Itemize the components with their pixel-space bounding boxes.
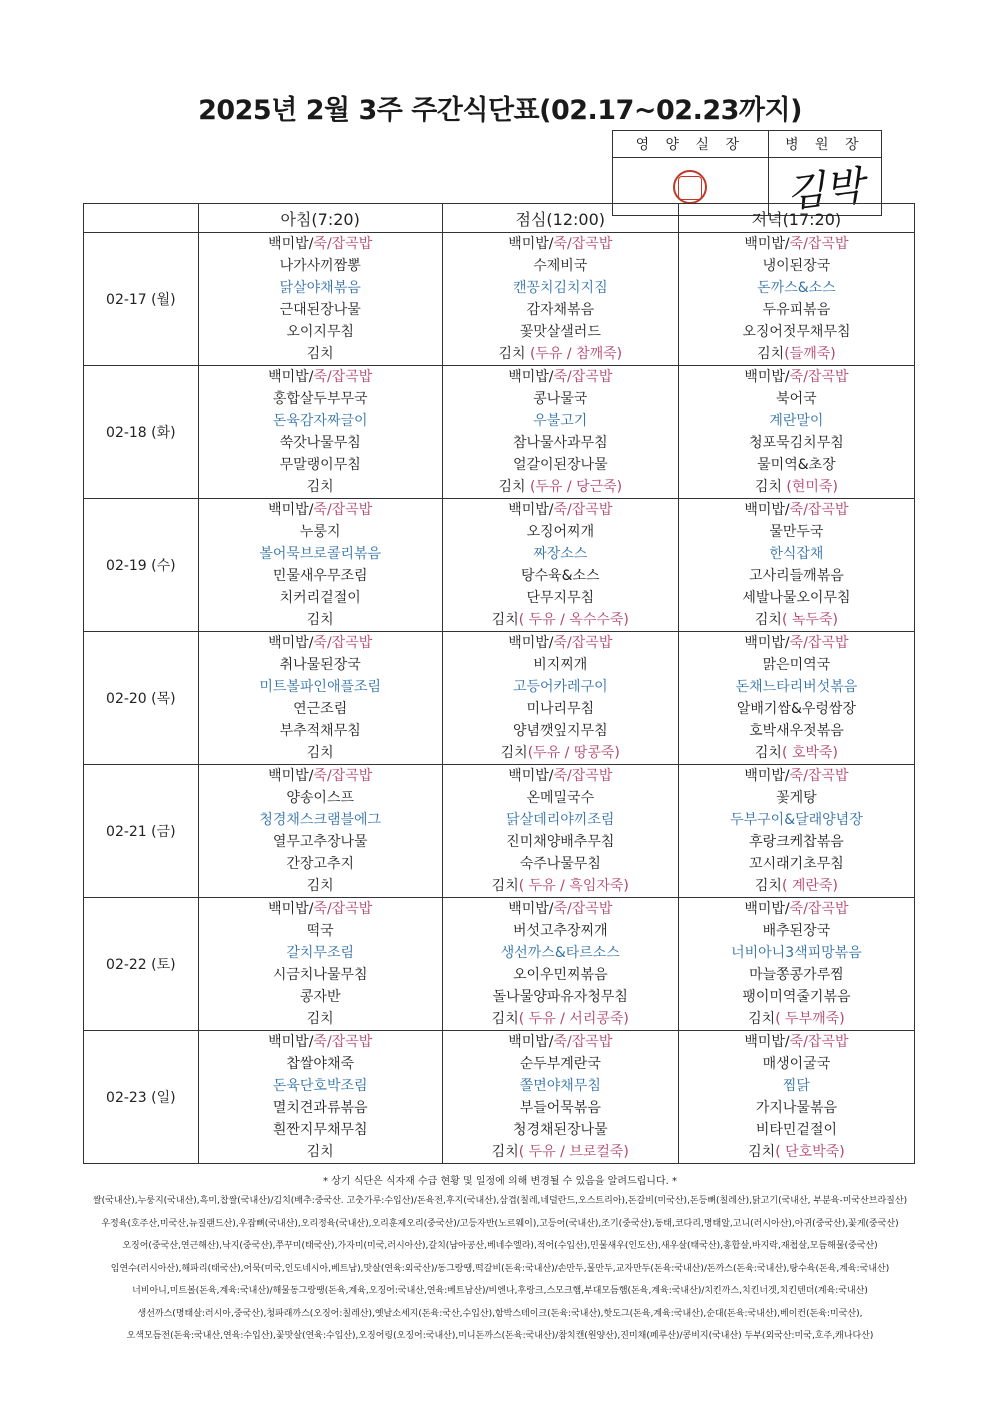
rice-porridge: 죽 — [789, 236, 804, 252]
menu-item: 흰짠지무채무침 — [272, 1122, 368, 1138]
menu-item: 돈채느타리버섯볶음 — [735, 679, 858, 695]
menu-item: 시금치나물무침 — [272, 967, 368, 983]
meal-cell-dinner — [678, 1031, 914, 1164]
menu-item: 고사리들깨볶음 — [749, 568, 844, 584]
rice-porridge: 죽 — [553, 369, 568, 385]
day-date: 02-17 (월) — [84, 233, 199, 366]
menu-item: 순두부계란국 — [519, 1056, 601, 1072]
rice-sep: / — [326, 236, 332, 252]
menu-item: 부들어묵볶음 — [519, 1100, 601, 1116]
menu-item: 마늘쫑콩가루찜 — [749, 967, 844, 983]
menu-item: 팽이미역줄기볶음 — [742, 989, 851, 1005]
rice-porridge: 죽 — [789, 635, 804, 651]
director-signature: 김박 — [784, 163, 866, 217]
kimchi-porridge-line — [443, 742, 678, 764]
rice-sep: / — [803, 502, 808, 518]
header-lunch: 점심(12:00) — [442, 204, 678, 233]
menu-item: 김치 — [306, 878, 334, 894]
menu-item: 미나리무침 — [526, 701, 595, 717]
menu-day-row — [84, 1031, 915, 1164]
rice-porridge: 죽 — [313, 369, 327, 385]
meal-cell-breakfast — [198, 632, 442, 765]
menu-item: 열무고추장나물 — [272, 834, 368, 850]
page-title: 2025년 2월 3주 주간식단표(02.17~02.23까지) — [198, 95, 802, 126]
rice-base: 백미밥/ — [744, 369, 790, 385]
rice-grain: 잡곡밥 — [807, 768, 849, 784]
meal-cell-dinner — [678, 366, 914, 499]
menu-item: 콩나물국 — [533, 391, 588, 407]
menu-item: 김치 — [306, 1011, 334, 1027]
menu-item: 청포묵김치무침 — [749, 435, 844, 451]
menu-item: 얼갈이된장나물 — [512, 457, 608, 473]
rice-grain: 잡곡밥 — [571, 502, 613, 518]
day-date: 02-19 (수) — [84, 499, 199, 632]
day-date: 02-23 (일) — [84, 1031, 199, 1164]
rice-porridge: 죽 — [553, 1034, 568, 1050]
rice-sep: / — [567, 768, 572, 784]
rice-porridge: 죽 — [313, 1034, 327, 1050]
menu-item: 버섯고추장찌개 — [512, 923, 608, 939]
rice-base: 백미밥/ — [268, 901, 314, 917]
rice-line — [199, 765, 442, 787]
rice-porridge: 죽 — [313, 502, 327, 518]
kimchi-porridge-line — [443, 343, 678, 365]
meal-cell-breakfast — [198, 499, 442, 632]
origin-line: 우정육(호주산,미국산,뉴질랜드산),우잡뼈(국내산),오리정육(국내산),오리훈제오리(중국산)/고등자반(노르웨이),고등어(국내산),조기(중국산),동태,코다리,명태알,고니(러시아산),아귀(중국산),꽃게(중국산) — [101, 1218, 899, 1229]
meal-cell-breakfast — [198, 765, 442, 898]
menu-item: 양송이스프 — [286, 790, 354, 806]
menu-item: 꼬시래기초무침 — [749, 856, 844, 872]
rice-line — [443, 765, 678, 787]
menu-item: 캔꽁치김치지짐 — [512, 280, 608, 296]
rice-line — [443, 499, 678, 521]
rice-line — [443, 898, 678, 920]
menu-item: 물만두국 — [769, 524, 824, 540]
rice-grain: 잡곡밥 — [807, 369, 849, 385]
menu-item: 김치 — [491, 1144, 519, 1160]
meal-cell-breakfast — [198, 233, 442, 366]
meal-cell-dinner — [678, 765, 914, 898]
rice-line — [443, 233, 678, 255]
menu-item: 돈육감자짜글이 — [272, 413, 368, 429]
kimchi-porridge-line — [443, 476, 678, 498]
menu-item: 누룽지 — [299, 524, 341, 540]
rice-line — [443, 632, 678, 654]
rice-sep: / — [567, 369, 572, 385]
menu-item: 김치 — [306, 745, 334, 761]
rice-grain: 잡곡밥 — [331, 236, 373, 252]
rice-base: 백미밥/ — [744, 768, 790, 784]
menu-item: 김치 — [306, 1144, 334, 1160]
porridge-option: ( 호박죽) — [781, 745, 838, 761]
director-label: 병 원 장 — [768, 131, 881, 158]
menu-item: 탕수육&소스 — [521, 568, 600, 584]
rice-base: 백미밥/ — [744, 502, 790, 518]
menu-item: 쫄면야채무침 — [519, 1078, 601, 1094]
menu-item: 김치 — [306, 479, 334, 495]
weekly-menu-table — [83, 203, 915, 1164]
rice-base: 백미밥/ — [268, 768, 314, 784]
kimchi-porridge-line — [443, 875, 678, 897]
rice-sep: / — [803, 901, 808, 917]
kimchi-porridge-line — [679, 609, 914, 631]
menu-item: 계란말이 — [769, 413, 824, 429]
menu-item: 후랑크케찹볶음 — [749, 834, 844, 850]
rice-line — [679, 632, 914, 654]
rice-base: 백미밥/ — [744, 901, 790, 917]
rice-grain: 잡곡밥 — [807, 236, 849, 252]
menu-item: 우불고기 — [533, 413, 588, 429]
menu-item: 매생이굴국 — [762, 1056, 831, 1072]
menu-item: 돈까스&소스 — [757, 280, 836, 296]
menu-item: 김치 — [754, 745, 782, 761]
origin-line: 오징어(중국산,연근해산),낙지(중국산),쭈꾸미(태국산),가자미(미국,러시아산),갈치(남아공산,베네수엘라),적어(수입산),민물새우(인도산),새우살(태국산),홍합살,바지락,재첩살,모듬해물(중국산) — [122, 1241, 878, 1251]
menu-item: 감자채볶음 — [526, 302, 595, 318]
rice-line — [443, 366, 678, 388]
day-date: 02-21 (금) — [84, 765, 199, 898]
rice-sep: / — [567, 236, 572, 252]
rice-porridge: 죽 — [789, 369, 804, 385]
menu-item: 콩자반 — [299, 989, 341, 1005]
rice-sep: / — [567, 1034, 572, 1050]
day-date: 02-22 (토) — [84, 898, 199, 1031]
menu-item: 수제비국 — [533, 258, 588, 274]
menu-item: 두부구이&달래양념장 — [730, 812, 863, 828]
menu-item: 치커리겉절이 — [279, 590, 361, 606]
menu-item: 두유피볶음 — [762, 302, 831, 318]
menu-item: 떡국 — [306, 923, 334, 939]
menu-item: 찜닭 — [782, 1078, 810, 1094]
rice-sep: / — [803, 768, 808, 784]
rice-line — [679, 499, 914, 521]
menu-item: 알배기쌈&우렁쌈장 — [736, 701, 856, 717]
kimchi-porridge-line — [679, 343, 914, 365]
menu-item: 진미채양배추무침 — [506, 834, 615, 850]
seal-stamp-icon — [673, 170, 707, 204]
rice-grain: 잡곡밥 — [331, 635, 373, 651]
porridge-option: ( 두유 / 흑임자죽) — [518, 878, 629, 894]
kimchi-porridge-line — [679, 742, 914, 764]
origin-line: 임연수(러시아산),해파리(태국산),어묵(미국,인도네시아,베트남),맛살(연육:외국산)/동그랑땡,떡갈비(돈육:국내산)/손만두,물만두,교자만두(돈육:국내산)/돈까스(돈육:국내산),탕수육(돈육,계육:국내산) — [110, 1263, 890, 1274]
rice-line — [679, 366, 914, 388]
rice-line — [679, 765, 914, 787]
meal-cell-breakfast — [198, 366, 442, 499]
kimchi-porridge-line — [679, 875, 914, 897]
rice-line — [199, 499, 442, 521]
rice-porridge: 죽 — [313, 236, 327, 252]
rice-porridge: 죽 — [553, 502, 568, 518]
porridge-option: ( 두유 / 브로컬죽) — [518, 1144, 629, 1160]
rice-base: 백미밥/ — [268, 1034, 314, 1050]
rice-base: 백미밥/ — [744, 635, 790, 651]
kimchi-porridge-line — [443, 1008, 678, 1030]
meal-cell-dinner — [678, 898, 914, 1031]
menu-item: 미트볼파인애플조림 — [259, 679, 382, 695]
origin-info — [80, 1190, 920, 1348]
day-date: 02-20 (목) — [84, 632, 199, 765]
rice-grain: 잡곡밥 — [331, 502, 373, 518]
rice-porridge: 죽 — [789, 901, 804, 917]
menu-item: 고등어카레구이 — [512, 679, 608, 695]
menu-item: 김치 — [491, 878, 519, 894]
rice-sep: / — [567, 502, 572, 518]
rice-base: 백미밥/ — [744, 236, 790, 252]
rice-sep: / — [326, 768, 332, 784]
rice-sep: / — [567, 635, 572, 651]
header-breakfast: 아침(7:20) — [198, 204, 442, 233]
menu-item: 꽃맛살샐러드 — [519, 324, 601, 340]
menu-item: 취나물된장국 — [279, 657, 361, 673]
origin-line: 너비아니,미트볼(돈육,계육:국내산)/해물동그랑땡(돈육,계육,오징어:국내산,연육:베트남산)/비엔나,후랑크,스모크햄,부대모듬햄(돈육,계육:국내산)/치킨까스,치킨너겟,치킨텐더(계육:국내산) — [132, 1286, 868, 1296]
rice-grain: 잡곡밥 — [571, 369, 613, 385]
menu-item: 부추적채무침 — [279, 723, 361, 739]
rice-base: 백미밥/ — [744, 1034, 790, 1050]
menu-item: 홍합살두부무국 — [272, 391, 368, 407]
menu-item: 민물새우무조림 — [272, 568, 368, 584]
meal-cell-breakfast — [198, 898, 442, 1031]
porridge-option: ( 녹두죽) — [781, 612, 838, 628]
menu-item: 찹쌀야채죽 — [286, 1056, 354, 1072]
rice-grain: 잡곡밥 — [571, 768, 613, 784]
rice-base: 백미밥/ — [508, 236, 554, 252]
menu-item: 근대된장나물 — [279, 302, 361, 318]
meal-cell-lunch — [442, 499, 678, 632]
header-dinner: 저녁(17:20) — [678, 204, 914, 233]
menu-item: 배추된장국 — [762, 923, 831, 939]
meal-cell-lunch — [442, 233, 678, 366]
kimchi-porridge-line — [679, 1008, 914, 1030]
menu-item: 갈치무조림 — [286, 945, 354, 961]
rice-grain: 잡곡밥 — [331, 369, 373, 385]
meal-cell-dinner — [678, 233, 914, 366]
menu-item: 김치 — [498, 479, 530, 495]
rice-sep: / — [326, 369, 332, 385]
rice-line — [679, 233, 914, 255]
menu-item: 돈육단호박조림 — [272, 1078, 368, 1094]
porridge-option: ( 두유 / 옥수수죽) — [518, 612, 629, 628]
menu-item: 오이지무침 — [286, 324, 354, 340]
rice-porridge: 죽 — [789, 502, 804, 518]
porridge-option: (들깨죽) — [784, 346, 836, 362]
menu-item: 김치 — [757, 346, 785, 362]
rice-grain: 잡곡밥 — [331, 1034, 373, 1050]
rice-sep: / — [326, 1034, 332, 1050]
menu-item: 북어국 — [776, 391, 817, 407]
rice-porridge: 죽 — [553, 768, 568, 784]
rice-sep: / — [803, 369, 808, 385]
rice-base: 백미밥/ — [268, 635, 314, 651]
rice-grain: 잡곡밥 — [331, 901, 373, 917]
menu-item: 김치 — [500, 745, 528, 761]
header-corner — [84, 204, 199, 233]
rice-line — [679, 898, 914, 920]
rice-porridge: 죽 — [553, 901, 568, 917]
nutrition-head-label: 영 양 실 장 — [613, 131, 769, 158]
menu-item: 김치 — [491, 612, 519, 628]
change-notice: * 상기 식단은 식자재 수급 현황 및 일정에 의해 변경될 수 있음을 알려드립니다. * — [323, 1176, 677, 1187]
rice-line — [199, 233, 442, 255]
menu-item: 오이우민찌볶음 — [512, 967, 608, 983]
rice-base: 백미밥/ — [508, 1034, 554, 1050]
rice-sep: / — [326, 635, 332, 651]
origin-line: 오색모듬전(돈육:국내산,연육:수입산),꽃맛살(연육:수입산),오징어링(오징어:국내산),미니돈까스(돈육:국내산)/참치캔(원양산),진미채(페루산)/콩비지(국내산) 두부(외국산:미국,호주,캐나다산) — [126, 1331, 874, 1341]
rice-line — [199, 632, 442, 654]
menu-item: 물미역&초장 — [757, 457, 836, 473]
porridge-option: ( 계란죽) — [781, 878, 838, 894]
menu-item: 쑥갓나물무침 — [279, 435, 361, 451]
origin-line: 쌀(국내산),누룽지(국내산),흑미,찹쌀(국내산)/김치(배추:중국산. 고춧가루:수입산)/돈육전,후지(국내산),삼겹(칠레,네덜란드,오스트리아),돈갈비(미국산),돈등뼈(칠레산),닭고기(국내산, 부분육-미국산브라질산) — [92, 1196, 908, 1206]
menu-item: 꽃게탕 — [776, 790, 817, 806]
kimchi-porridge-line — [679, 476, 914, 498]
origin-line: 생선까스(명태살:러시아,중국산),청파래까스(오징어:칠레산),옛날소세지(돈육:국산,수입산),함박스테이크(돈육:국내산),핫도그(돈육,계육:국내산),순대(돈육:국내산),베이컨(돈육:미국산), — [137, 1308, 863, 1319]
menu-item: 김치 — [754, 878, 782, 894]
porridge-option: (현미죽) — [786, 479, 838, 495]
rice-sep: / — [803, 1034, 808, 1050]
menu-item: 김치 — [306, 612, 334, 628]
rice-porridge: 죽 — [789, 1034, 804, 1050]
rice-grain: 잡곡밥 — [807, 901, 849, 917]
rice-base: 백미밥/ — [508, 768, 554, 784]
menu-item: 김치 — [491, 1011, 519, 1027]
rice-base: 백미밥/ — [268, 502, 314, 518]
menu-item: 연근조림 — [293, 701, 348, 717]
menu-item: 한식잡채 — [769, 546, 824, 562]
menu-item: 비지찌개 — [533, 657, 588, 673]
rice-line — [199, 1031, 442, 1053]
menu-item: 양념깻잎지무침 — [512, 723, 608, 739]
menu-item: 세발나물오이무침 — [742, 590, 851, 606]
menu-day-row — [84, 366, 915, 499]
rice-line — [679, 1031, 914, 1053]
rice-grain: 잡곡밥 — [571, 901, 613, 917]
porridge-option: (두유 / 참깨죽) — [529, 346, 623, 362]
menu-item: 온메밀국수 — [526, 790, 595, 806]
menu-item: 무말랭이무침 — [279, 457, 361, 473]
rice-porridge: 죽 — [313, 768, 327, 784]
menu-item: 호박새우젓볶음 — [749, 723, 844, 739]
meal-cell-lunch — [442, 1031, 678, 1164]
menu-item: 단무지무침 — [526, 590, 595, 606]
rice-porridge: 죽 — [553, 635, 568, 651]
menu-item: 돌나물양파유자청무침 — [492, 989, 628, 1005]
menu-item: 김치 — [306, 346, 334, 362]
menu-item: 숙주나물무침 — [519, 856, 601, 872]
menu-day-row — [84, 632, 915, 765]
menu-day-row — [84, 898, 915, 1031]
rice-porridge: 죽 — [313, 635, 327, 651]
menu-day-row — [84, 765, 915, 898]
rice-base: 백미밥/ — [508, 502, 554, 518]
menu-item: 냉이된장국 — [762, 258, 831, 274]
rice-line — [443, 1031, 678, 1053]
rice-line — [199, 366, 442, 388]
rice-grain: 잡곡밥 — [571, 1034, 613, 1050]
rice-base: 백미밥/ — [508, 901, 554, 917]
menu-item: 김치 — [748, 1144, 776, 1160]
meal-cell-breakfast — [198, 1031, 442, 1164]
rice-porridge: 죽 — [789, 768, 804, 784]
menu-item: 김치 — [754, 479, 787, 495]
kimchi-porridge-line — [679, 1141, 914, 1163]
porridge-option: (두유 / 땅콩죽) — [527, 745, 620, 761]
menu-day-row — [84, 499, 915, 632]
rice-sep: / — [326, 901, 332, 917]
meal-cell-lunch — [442, 898, 678, 1031]
porridge-option: ( 단호박죽) — [775, 1144, 845, 1160]
rice-porridge: 죽 — [313, 901, 327, 917]
menu-item: 오징어찌개 — [526, 524, 595, 540]
rice-grain: 잡곡밥 — [807, 502, 849, 518]
porridge-option: ( 두부깨죽) — [775, 1011, 845, 1027]
menu-item: 닭살야채볶음 — [279, 280, 361, 296]
rice-sep: / — [326, 502, 332, 518]
rice-sep: / — [567, 901, 572, 917]
menu-item: 김치 — [748, 1011, 776, 1027]
rice-base: 백미밥/ — [508, 635, 554, 651]
menu-item: 볼어묵브로콜리볶음 — [259, 546, 382, 562]
porridge-option: ( 두유 / 서리콩죽) — [518, 1011, 629, 1027]
menu-item: 짜장소스 — [533, 546, 588, 562]
meal-cell-lunch — [442, 765, 678, 898]
rice-grain: 잡곡밥 — [807, 635, 849, 651]
meal-cell-dinner — [678, 632, 914, 765]
meal-cell-lunch — [442, 366, 678, 499]
meal-cell-dinner — [678, 499, 914, 632]
menu-item: 너비아니3색피망볶음 — [731, 945, 862, 961]
menu-item: 가지나물볶음 — [755, 1100, 837, 1116]
rice-grain: 잡곡밥 — [331, 768, 373, 784]
rice-base: 백미밥/ — [268, 236, 314, 252]
menu-item: 맑은미역국 — [762, 657, 831, 673]
menu-day-row — [84, 233, 915, 366]
rice-sep: / — [803, 236, 808, 252]
rice-grain: 잡곡밥 — [571, 635, 613, 651]
menu-item: 참나물사과무침 — [512, 435, 608, 451]
menu-item: 닭살데리야끼조림 — [506, 812, 615, 828]
kimchi-porridge-line — [443, 1141, 678, 1163]
menu-item: 청경채된장나물 — [512, 1122, 608, 1138]
rice-base: 백미밥/ — [508, 369, 554, 385]
menu-header-row — [84, 204, 915, 233]
menu-item: 비타민겉절이 — [755, 1122, 837, 1138]
menu-item: 청경채스크램블에그 — [259, 812, 382, 828]
rice-grain: 잡곡밥 — [571, 236, 613, 252]
day-date: 02-18 (화) — [84, 366, 199, 499]
menu-item: 멸치견과류볶음 — [272, 1100, 368, 1116]
rice-sep: / — [803, 635, 808, 651]
menu-item: 김치 — [498, 346, 530, 362]
meal-cell-lunch — [442, 632, 678, 765]
porridge-option: (두유 / 당근죽) — [529, 479, 623, 495]
menu-item: 나가사끼짬뽕 — [279, 258, 361, 274]
rice-porridge: 죽 — [553, 236, 568, 252]
menu-item: 생선까스&타르소스 — [500, 945, 620, 961]
menu-item: 김치 — [754, 612, 782, 628]
kimchi-porridge-line — [443, 609, 678, 631]
rice-line — [199, 898, 442, 920]
menu-item: 간장고추지 — [286, 856, 354, 872]
menu-item: 오징어젓무채무침 — [742, 324, 851, 340]
rice-grain: 잡곡밥 — [807, 1034, 849, 1050]
rice-base: 백미밥/ — [268, 369, 314, 385]
